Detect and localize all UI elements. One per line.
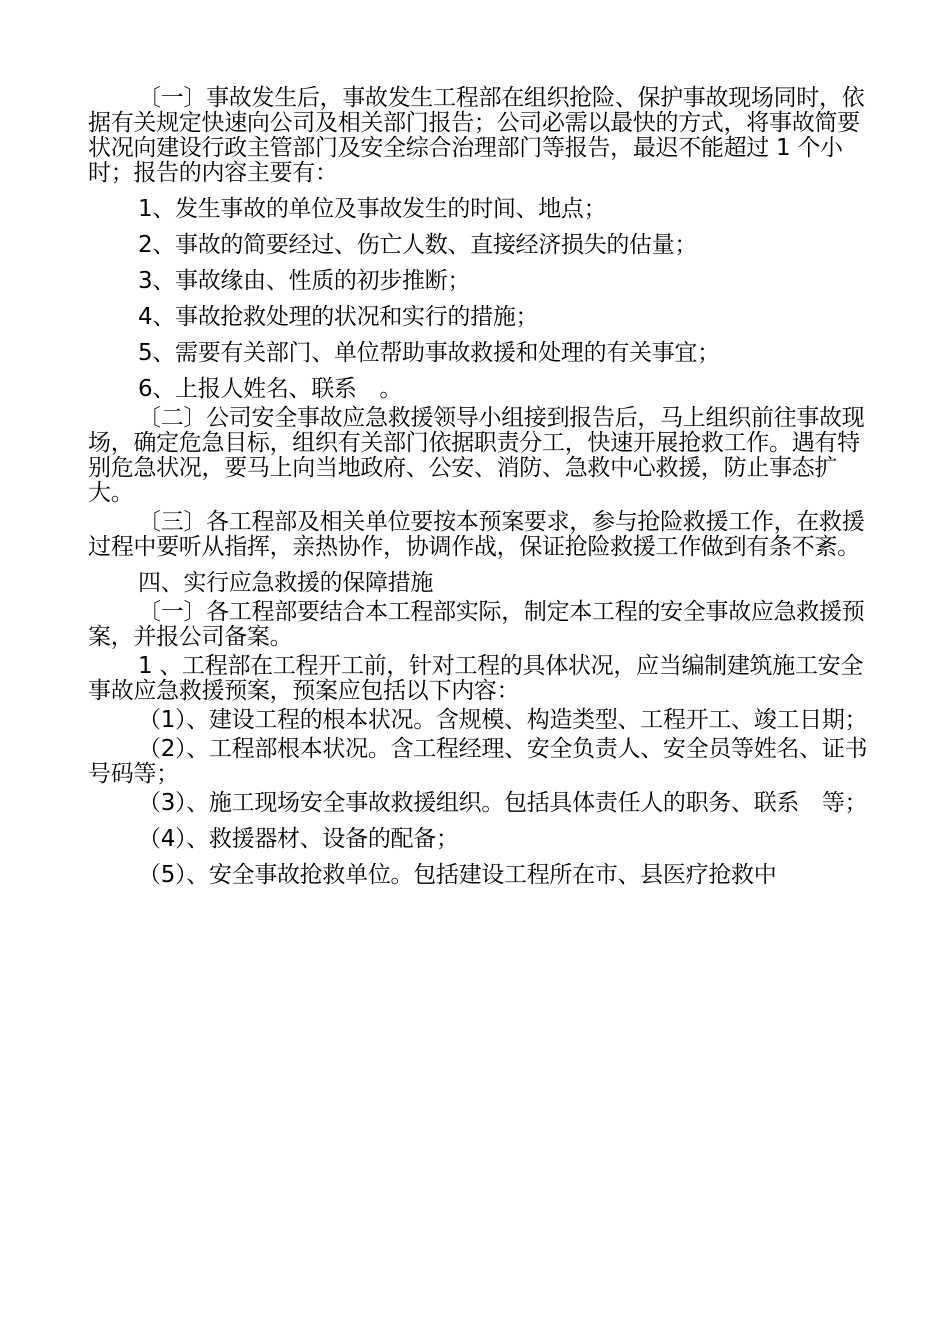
list-item-report-content-5: 5、需要有关部门、单位帮助事故救援和处理的有关事宜； [138, 340, 720, 366]
paragraph-safeguard-1: 〔一〕各工程部要结合本工程部实际，制定本工程的安全事故应急救援预案，并报公司备案。 [88, 599, 865, 650]
list-item-plan-content-1: （1）、建设工程的根本状况。含规模、构造类型、工程开工、竣工日期； [138, 707, 868, 733]
paragraph-report-procedure: 〔一〕事故发生后，事故发生工程部在组织抢险、保护事故现场同时，依据有关规定快速向公司及相关部门报告；公司必需以最快的方式，将事故简要状况向建设行政主管部门及安全综合治理部门等报告，最迟不能超过 1 个小时；报告的内容主要有： [88, 85, 865, 186]
list-item-report-content-4: 4、事故抢救处理的状况和实行的措施； [138, 304, 539, 330]
list-item-report-content-1: 1、发生事故的单位及事故发生的时间、地点； [138, 196, 607, 222]
list-item-report-content-6: 6、上报人姓名、联系 。 [138, 376, 403, 402]
paragraph-departments-cooperation: 〔三〕各工程部及相关单位要按本预案要求，参与抢险救援工作，在救援过程中要听从指挥，亲热协作，协调作战，保证抢险救援工作做到有条不紊。 [88, 509, 865, 560]
paragraph-plan-requirements: 1 、工程部在工程开工前，针对工程的具体状况，应当编制建筑施工安全事故应急救援预案，预案应包括以下内容： [88, 653, 864, 704]
paragraph-leadership-response: 〔二〕公司安全事故应急救援领导小组接到报告后，马上组织前往事故现场，确定危急目标，组织有关部门依据职责分工，快速开展抢救工作。遇有特别危急状况，要马上向当地政府、公安、消防、急救中心救援，防止事态扩大。 [88, 405, 865, 506]
list-item-plan-content-2: （2）、工程部根本状况。含工程经理、安全负责人、安全员等姓名、证书号码等； [88, 736, 868, 787]
list-item-plan-content-4: （4）、救援器材、设备的配备； [138, 826, 459, 852]
list-item-plan-content-5: （5）、安全事故抢救单位。包括建设工程所在市、县医疗抢救中 [138, 862, 777, 888]
list-item-report-content-3: 3、事故缘由、性质的初步推断； [138, 268, 471, 294]
list-item-plan-content-3: （3）、施工现场安全事故救援组织。包括具体责任人的职务、联系 等； [138, 790, 868, 816]
document-body [88, 86, 868, 888]
list-item-report-content-2: 2、事故的简要经过、伤亡人数、直接经济损失的估量； [138, 232, 698, 258]
section-heading-safeguards: 四、实行应急救援的保障措施 [138, 570, 434, 596]
